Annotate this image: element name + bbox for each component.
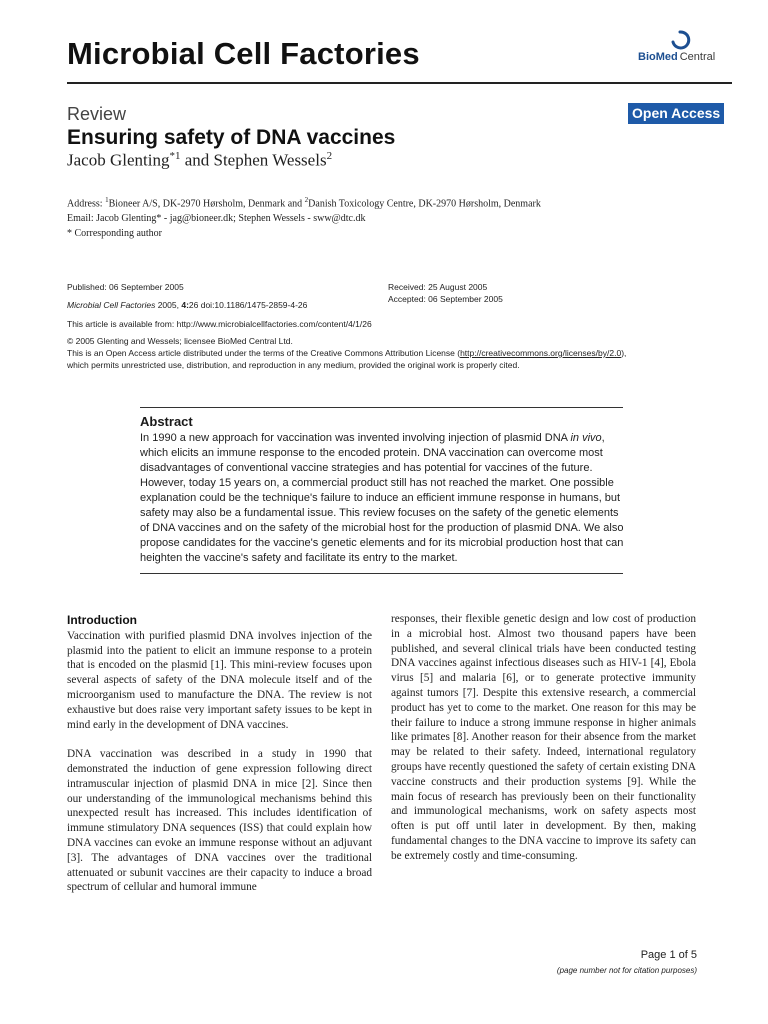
author-1-sup: *1 bbox=[169, 150, 181, 162]
accepted-date: Accepted: 06 September 2005 bbox=[388, 294, 503, 304]
article-title: Ensuring safety of DNA vaccines bbox=[67, 126, 396, 149]
citation-volume: 4: bbox=[181, 300, 189, 310]
email-line[interactable]: Email: Jacob Glenting* - jag@bioneer.dk; Stephen Wessels - sww@dtc.dk bbox=[67, 213, 366, 224]
addr2: Danish Toxicology Centre, DK-2970 Hørsholm, Denmark bbox=[308, 198, 541, 210]
abstract-text bbox=[140, 431, 626, 566]
copyright: © 2005 Glenting and Wessels; licensee BioMed Central Ltd. bbox=[67, 336, 293, 346]
page-number: Page 1 of 5 bbox=[640, 949, 697, 961]
abstract-heading: Abstract bbox=[140, 414, 193, 429]
abstract-text-2: , which elicits an immune response to the encoded protein. DNA vaccination can overcome most disadvantages of conventional vaccine strategies and has potential for vaccines of the future. However, today 15 years on, a commercial product still has not reached the market. One possible explanation could be the technique's failure to induce an efficient immune response in humans, but safety may also be a fundamental issue. This review focuses on the safety of the genetic elements of DNA vaccines and on the safety of the microbial host for the production of plasmid DNA. We also propose candidates for the vaccine's genetic elements and for its microbial production host that can heighten the vaccine's safety and facilitate its entry to the market. bbox=[140, 432, 624, 564]
logo-part2: Central bbox=[679, 51, 716, 63]
address-label: Address: bbox=[67, 198, 106, 210]
abstract-text-1: In 1990 a new approach for vaccination was invented involving injection of plasmid DNA bbox=[140, 432, 571, 444]
published-date: Published: 06 September 2005 bbox=[67, 282, 184, 292]
introduction-heading: Introduction bbox=[67, 613, 137, 627]
abstract-italic: in vivo bbox=[570, 432, 602, 444]
logo-part1: BioMed bbox=[638, 51, 678, 63]
received-date: Received: 25 August 2005 bbox=[388, 282, 488, 292]
author-2[interactable]: and Stephen Wessels bbox=[180, 150, 327, 170]
author-1[interactable]: Jacob Glenting bbox=[67, 150, 170, 170]
body-right-column bbox=[391, 612, 696, 878]
license-text-2: ), bbox=[621, 348, 627, 358]
body-paragraph-2: DNA vaccination was described in a study in 1990 that demonstrated the induction of gene expression following direct intramuscular injection of plasmid DNA in mice [2]. Since then our understanding of the immunological mechanisms behind this unexpected result has increased. This includes identification of immune stimulatory DNA sequences (ISS) that could explain how DNA vaccines can evoke an immune response without an adjuvant [3]. The advantages of DNA vaccines over the traditional attenuated or subunit vaccines are their capacity to induce a broad spectrum of cellular and humoral immune bbox=[67, 748, 372, 894]
article-type: Review bbox=[67, 104, 127, 124]
body-left-column bbox=[67, 613, 372, 910]
addr2-sup: 2 bbox=[304, 196, 309, 204]
license-text-1: This is an Open Access article distributed under the terms of the Creative Commons Attribution License ( bbox=[67, 348, 461, 358]
author-2-sup: 2 bbox=[326, 150, 333, 162]
header-rule bbox=[67, 82, 732, 84]
abstract-bottom-rule bbox=[140, 573, 623, 574]
corresponding-author: * Corresponding author bbox=[67, 228, 162, 239]
addr1: Bioneer A/S, DK-2970 Hørsholm, Denmark and bbox=[108, 198, 305, 210]
license-line-2: which permits unrestricted use, distribution, and reproduction in any medium, provided the original work is properly cited. bbox=[67, 360, 520, 370]
license-link[interactable]: http://creativecommons.org/licenses/by/2.0 bbox=[460, 348, 622, 358]
citation-doi[interactable]: 26 doi:10.1186/1475-2859-4-26 bbox=[188, 300, 308, 310]
addr1-sup: 1 bbox=[105, 196, 109, 204]
body-paragraph-3: responses, their flexible genetic design and low cost of production in a microbial host. Almost two thousand papers have been published, and several clinical trials have been conducted testing DNA vaccines against infectious diseases such as HIV-1 [4], Ebola virus [5] and malaria [6], or to generate protective immunity against tumors [7]. Despite this extensive research, a commercial product has yet to come to the market. One reason for this may be their failure to induce a strong immune response in higher animals like primates [8]. Another reason for their absence from the market may be related to their safety. Indeed, international regulatory groups have recently questioned the safety of certain existing DNA vaccine constructs and their production systems [9]. While the main focus of research has previously been on their functionality and immunological mechanisms, work on safety aspects most often is put off until later in development. By then, making fundamental changes to the DNA vaccine to improve its safety can be extremely costly and time-consuming. bbox=[391, 613, 696, 862]
logo-arc-icon bbox=[669, 30, 691, 50]
journal-title: Microbial Cell Factories bbox=[67, 36, 420, 71]
page-note: (page number not for citation purposes) bbox=[556, 966, 697, 975]
biomed-central-logo[interactable] bbox=[636, 30, 732, 70]
citation-line bbox=[67, 300, 307, 310]
article-authors bbox=[67, 150, 332, 171]
logo-wordmark bbox=[638, 51, 715, 63]
citation-year: 2005, bbox=[155, 300, 182, 310]
available-url[interactable]: This article is available from: http://www.microbialcellfactories.com/content/4/1/26 bbox=[67, 319, 372, 329]
body-paragraph-1: Vaccination with purified plasmid DNA involves injection of the plasmid into the patient to elicit an immune response to a protein that is encoded on the plasmid [1]. This mini-review focuses upon several aspects of safety of the DNA molecule itself and of the microorganism used to manufacture the DNA. The review is not exhaustive but does raise very important safety issues to be kept in mind early in the development of DNA vaccines. bbox=[67, 629, 372, 731]
address-line bbox=[67, 196, 707, 209]
abstract-top-rule bbox=[140, 407, 623, 408]
open-access-badge[interactable]: Open Access bbox=[628, 103, 724, 124]
citation-journal: Microbial Cell Factories bbox=[67, 300, 156, 310]
license-line-1 bbox=[67, 348, 626, 358]
